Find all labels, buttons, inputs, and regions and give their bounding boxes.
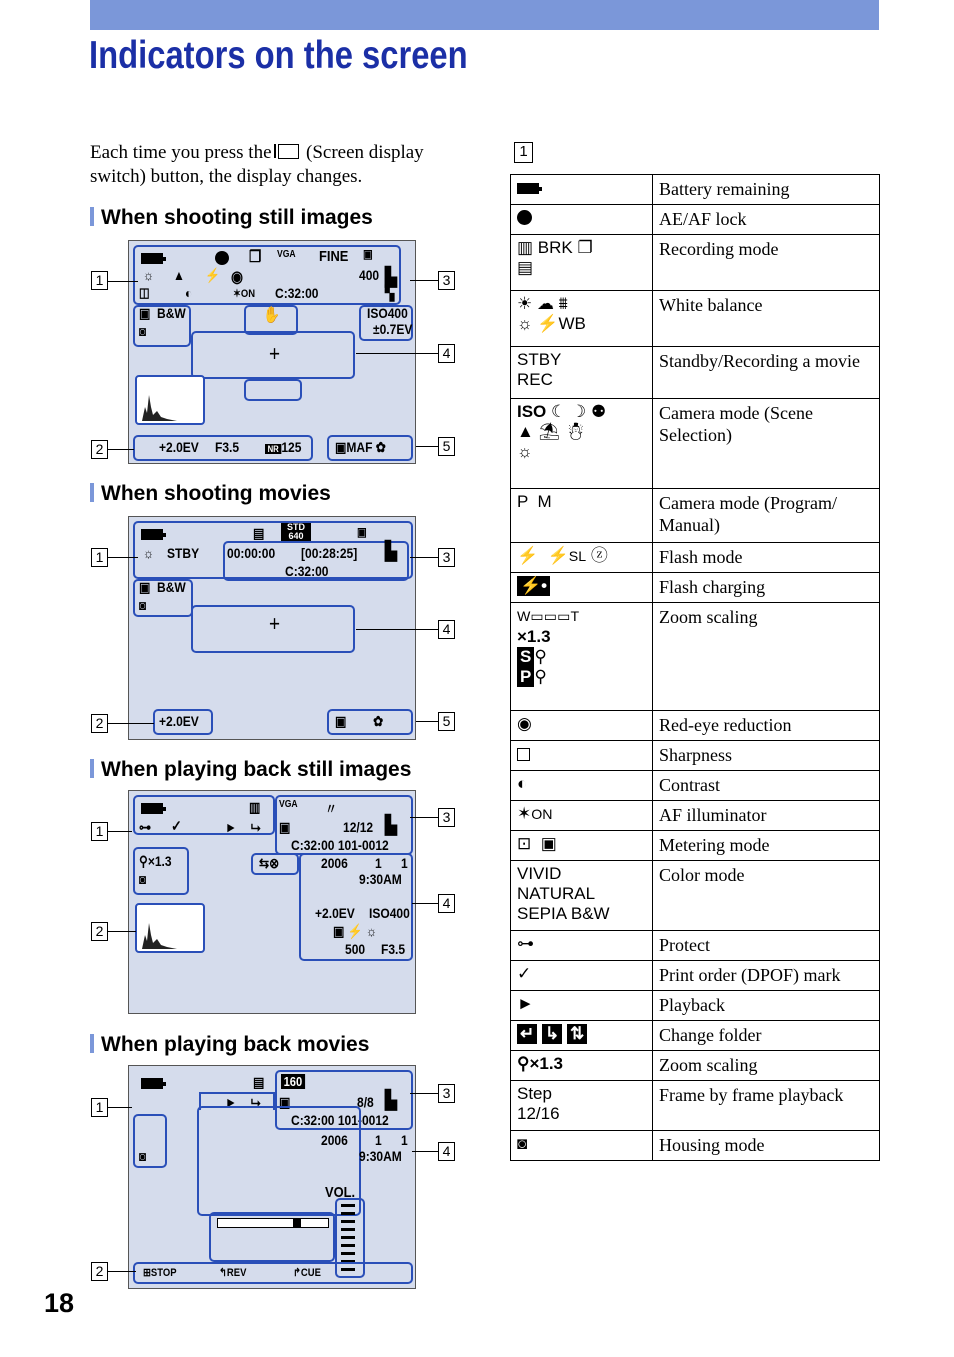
lcd-play-movie bbox=[128, 1065, 416, 1289]
fnumber-label: F3.5 bbox=[215, 439, 240, 455]
callout-3: 3 bbox=[438, 548, 455, 567]
lcd-still bbox=[128, 240, 416, 464]
clock-label: C:32:00 bbox=[275, 285, 319, 301]
section-play-movies: When playing back movies bbox=[90, 1033, 369, 1057]
table-row: ◐ Contrast bbox=[511, 771, 880, 801]
bw-label: B&W bbox=[157, 305, 186, 321]
callout-2: 2 bbox=[91, 440, 108, 459]
sound-icon: 〃 bbox=[325, 801, 338, 817]
volume-label: VOL. bbox=[325, 1184, 356, 1201]
table-section-label: 1 bbox=[514, 142, 533, 163]
housing-icon: ◙ bbox=[139, 323, 147, 339]
folder-icon: ▣ bbox=[279, 819, 291, 835]
table-row: P M Camera mode (Program/ Manual) bbox=[511, 489, 880, 543]
housing-icon: ◙ bbox=[139, 1148, 147, 1164]
callout-3: 3 bbox=[438, 808, 455, 827]
memory-icon: ▙ bbox=[385, 267, 397, 287]
ae-lock-icon bbox=[215, 251, 229, 265]
table-row: ↵ ↳ ⇅ Change folder bbox=[511, 1021, 880, 1051]
screen-display-icon bbox=[278, 144, 299, 159]
folder-icon: ▣ bbox=[357, 525, 367, 539]
housing-icon: ◙ bbox=[139, 597, 147, 613]
zoom-label: ⚲×1.3 bbox=[139, 853, 172, 869]
time: 9:30AM bbox=[359, 871, 402, 887]
flash-icon: ⚡ bbox=[205, 267, 220, 283]
callout-4: 4 bbox=[438, 620, 455, 639]
ev-adjust-label: ±0.7EV bbox=[373, 321, 413, 337]
folder-icon: ▣ bbox=[279, 1094, 291, 1110]
metering-icon: ▣ ⚡ ☼ bbox=[333, 923, 378, 939]
table-row: ✓ Print order (DPOF) mark bbox=[511, 961, 880, 991]
fine-label: FINE bbox=[319, 248, 349, 265]
rev-label: ↰REV bbox=[219, 1267, 247, 1279]
white-balance-icons: ☀ ☁ ⩩ ☼ ⚡WB bbox=[517, 294, 586, 333]
protect-icon: ⊶ bbox=[517, 934, 534, 953]
bw-label: B&W bbox=[157, 579, 186, 595]
scene-icons: ISO ☾ ☽ ⚉ ▲ ⛱ ☃ ☼ bbox=[517, 402, 607, 461]
callout-5: 5 bbox=[438, 437, 455, 456]
center-crosshair: + bbox=[269, 611, 281, 636]
day: 1 bbox=[401, 855, 408, 871]
elapsed-time: 00:00:00 bbox=[227, 545, 276, 561]
lcd-play-still bbox=[128, 790, 416, 1014]
table-row: AE/AF lock bbox=[511, 205, 880, 235]
iso-label: ISO400 bbox=[369, 905, 410, 921]
month: 1 bbox=[375, 1132, 382, 1148]
nr-label: NR 125 bbox=[265, 439, 301, 455]
wb-icon: ☼ bbox=[143, 545, 155, 561]
callout-3: 3 bbox=[438, 271, 455, 290]
table-row: Sharpness bbox=[511, 741, 880, 771]
center-crosshair: + bbox=[269, 341, 281, 366]
table-row: STBY REC Standby/Recording a movie bbox=[511, 347, 880, 399]
histogram bbox=[135, 375, 205, 425]
movie-icon: ▤ bbox=[253, 1074, 265, 1090]
zoom-scaling-icons: W▭▭▭T ×1.3 S ⚲ P ⚲ bbox=[517, 609, 580, 686]
focus-icon: ▣ ✿ bbox=[335, 713, 384, 729]
table-row: ⚲×1.3 Zoom scaling bbox=[511, 1051, 880, 1081]
section-play-still: When playing back still images bbox=[90, 758, 411, 782]
intro-after: (Screen display switch) button, the display changes. bbox=[90, 142, 424, 187]
print-order-icon: ✓ bbox=[517, 964, 532, 983]
redeye-icon: ◉ bbox=[231, 269, 244, 286]
table-row: ◉ Red-eye reduction bbox=[511, 711, 880, 741]
shots-remaining: 400 bbox=[359, 267, 380, 283]
day: 1 bbox=[401, 1132, 408, 1148]
playback-progress bbox=[217, 1218, 329, 1228]
year: 2006 bbox=[321, 1132, 348, 1148]
callout-1: 1 bbox=[91, 548, 108, 567]
memory-icon: ▙ bbox=[385, 1090, 397, 1110]
cue-label: ↱CUE bbox=[293, 1267, 321, 1279]
metering-icon: ▣ bbox=[139, 305, 151, 321]
indicator-table bbox=[510, 174, 880, 1161]
contrast-icon: ◐ bbox=[517, 774, 528, 793]
housing-mode-icon: ◙ bbox=[517, 1134, 528, 1153]
callout-5: 5 bbox=[438, 712, 455, 731]
page-number: 18 bbox=[44, 1288, 75, 1318]
table-row: ▥ BRK ❐ ▤ Recording mode bbox=[511, 235, 880, 291]
year: 2006 bbox=[321, 855, 348, 871]
section-movies: When shooting movies bbox=[90, 482, 331, 506]
table-row: ⚡• Flash charging bbox=[511, 573, 880, 603]
frame-af-bottom bbox=[244, 379, 302, 401]
landscape-icon: ▲ bbox=[173, 267, 185, 283]
remaining-time: [00:28:25] bbox=[301, 545, 358, 561]
ev-label: +2.0EV bbox=[159, 713, 199, 729]
table-row: ► Playback bbox=[511, 991, 880, 1021]
clock-label: C:32:00 bbox=[285, 563, 329, 579]
callout-2: 2 bbox=[91, 1262, 108, 1281]
sharpness-icon: ◫ bbox=[139, 285, 150, 300]
callout-4: 4 bbox=[438, 894, 455, 913]
playback-icon: ► bbox=[225, 1094, 237, 1110]
table-row: Battery remaining bbox=[511, 175, 880, 205]
dot-icon bbox=[517, 210, 532, 225]
flash-mode-icons: ⚡ ⚡SL ⓩ bbox=[517, 546, 608, 565]
callout-3: 3 bbox=[438, 1084, 455, 1103]
intro-before: Each time you press the bbox=[90, 142, 272, 163]
battery-icon bbox=[141, 1078, 163, 1089]
sharpness-icon bbox=[517, 748, 530, 761]
histogram bbox=[135, 903, 205, 953]
iso-label: ISO400 bbox=[367, 305, 408, 321]
image-count: 12/12 bbox=[343, 819, 374, 835]
header-bar bbox=[90, 0, 879, 30]
change-folder-icons: ↵ ↳ ⇅ bbox=[517, 1024, 587, 1043]
battery-icon bbox=[141, 529, 163, 540]
table-row: Step 12/16 Frame by frame playback bbox=[511, 1081, 880, 1131]
metering-icon: ▣ bbox=[139, 579, 151, 595]
battery-icon bbox=[141, 253, 163, 264]
table-row: ⊡ ▣ Metering mode bbox=[511, 831, 880, 861]
intro-text bbox=[90, 141, 470, 189]
book-icon: ▚ bbox=[385, 285, 395, 301]
flash-charging-icon: ⚡• bbox=[517, 576, 550, 596]
table-row: ☀ ☁ ⩩ ☼ ⚡WB White balance bbox=[511, 291, 880, 347]
time: 9:30AM bbox=[359, 1148, 402, 1164]
callout-2: 2 bbox=[91, 714, 108, 733]
table-row: W▭▭▭T ×1.3 S ⚲ P ⚲ Zoom scaling bbox=[511, 603, 880, 711]
zoom-playback-icon: ⚲×1.3 bbox=[517, 1054, 564, 1073]
recording-mode-icon: ▥ bbox=[249, 799, 261, 815]
recording-mode-icons: ▥ BRK ❐ ▤ bbox=[517, 238, 593, 277]
callout-1: 1 bbox=[91, 1098, 108, 1117]
month: 1 bbox=[375, 855, 382, 871]
pictbridge-icon: ⇆⊗ bbox=[259, 855, 280, 871]
memory-icon: ▙ bbox=[385, 815, 397, 835]
callout-4: 4 bbox=[438, 1142, 455, 1161]
section-still: When shooting still images bbox=[90, 206, 373, 230]
ev-label: +2.0EV bbox=[159, 439, 199, 455]
callout-1: 1 bbox=[91, 271, 108, 290]
table-row: ◙ Housing mode bbox=[511, 1131, 880, 1161]
battery-icon bbox=[517, 183, 539, 194]
burst-icon: ❐ bbox=[249, 249, 262, 266]
playback-icon: ► bbox=[517, 994, 534, 1013]
movie-icon: ▤ bbox=[253, 525, 265, 541]
callout-2: 2 bbox=[91, 922, 108, 941]
stby-label: STBY bbox=[167, 545, 200, 561]
page-title: Indicators on the screen bbox=[89, 34, 468, 77]
wb-icon: ☼ bbox=[143, 267, 155, 283]
image-count: 8/8 bbox=[357, 1094, 374, 1110]
housing-icon: ◙ bbox=[139, 871, 147, 887]
playback-icon: ► bbox=[225, 819, 237, 835]
maf-label: ▣MAF ✿ bbox=[335, 439, 386, 455]
std-640-badge: STD 640 bbox=[281, 523, 311, 543]
contrast-icon: ◐ bbox=[185, 285, 193, 301]
table-row: VIVID NATURAL SEPIA B&W Color mode bbox=[511, 861, 880, 931]
callout-4: 4 bbox=[438, 344, 455, 363]
shake-icon: ✋ bbox=[263, 307, 281, 324]
table-row: ISO ☾ ☽ ⚉ ▲ ⛱ ☃ ☼ Camera mode (Scene Selection) bbox=[511, 399, 880, 489]
af-illuminator-icon: ✶ON bbox=[233, 288, 256, 300]
folder-icon: ▣ bbox=[363, 247, 373, 261]
table-row: ⊶ Protect bbox=[511, 931, 880, 961]
table-row: ⚡ ⚡SL ⓩ Flash mode bbox=[511, 543, 880, 573]
ev-label: +2.0EV bbox=[315, 905, 355, 921]
shutter-speed: 500 bbox=[345, 941, 366, 957]
vga-label: VGA bbox=[277, 249, 296, 260]
memory-icon: ▙ bbox=[385, 541, 397, 561]
metering-icons: ⊡ ▣ bbox=[517, 834, 557, 853]
callout-1: 1 bbox=[91, 822, 108, 841]
protect-icon: ⊶ bbox=[139, 819, 152, 835]
fnumber-label: F3.5 bbox=[381, 941, 406, 957]
lcd-movie bbox=[128, 516, 416, 740]
print-order-icon: ✓ bbox=[171, 818, 182, 835]
folder-file-number: C:32:00 101-0012 bbox=[291, 1112, 389, 1128]
folder-file-number: C:32:00 101-0012 bbox=[291, 837, 389, 853]
stop-label: ⊞STOP bbox=[143, 1267, 177, 1279]
resolution-badge: 160 bbox=[281, 1074, 305, 1089]
af-illuminator-icon: ✶ON bbox=[517, 804, 553, 823]
red-eye-icon: ◉ bbox=[517, 714, 532, 733]
change-folder-icon: ⮡ bbox=[251, 1094, 261, 1110]
battery-icon bbox=[141, 803, 163, 814]
vga-label: VGA bbox=[279, 799, 298, 810]
change-folder-icon: ⮡ bbox=[251, 819, 261, 835]
table-row: ✶ON AF illuminator bbox=[511, 801, 880, 831]
